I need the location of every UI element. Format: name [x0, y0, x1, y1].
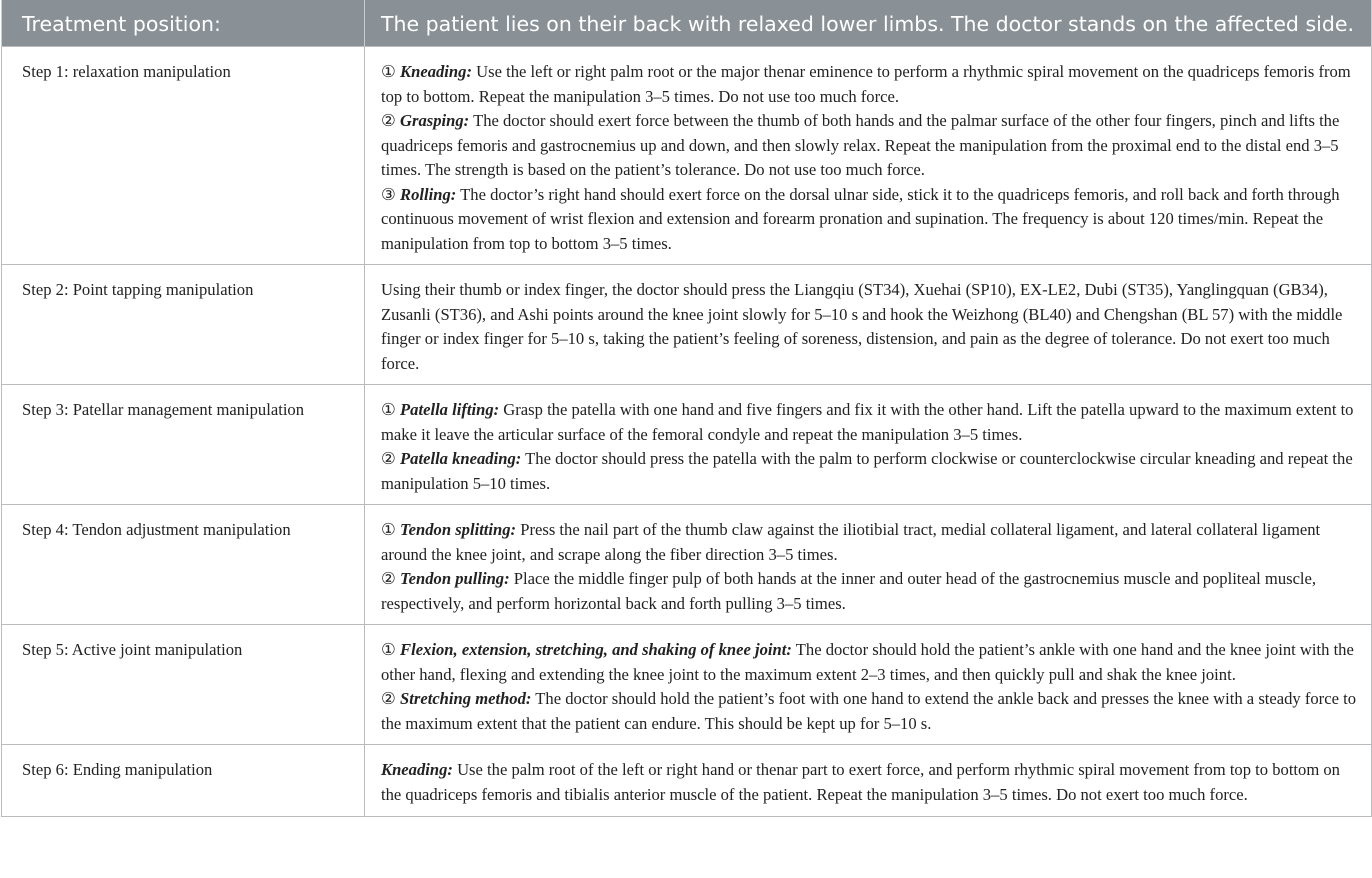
- instruction-text: Press the nail part of the thumb claw against the iliotibial tract, medial collateral ligament, and lateral collateral ligament around the knee joint, and scrape along the fiber direction 3–5 times.: [381, 520, 1321, 564]
- instruction-item: ① Flexion, extension, stretching, and shaking of knee joint: The doctor should hold the patient’s ankle with one hand and the knee joint with the other hand, flexing and extending the knee joint to the maximum extent 2–3 times, and then quickly pull and shak the knee joint.: [381, 640, 1354, 684]
- instruction-label: Tendon splitting:: [400, 520, 517, 539]
- instruction-label: Tendon pulling:: [400, 569, 510, 588]
- instruction-label: Patella lifting:: [400, 400, 500, 419]
- instruction-text: The doctor should press the patella with the palm to perform clockwise or counterclockwise circular kneading and repeat the manipulation 5–10 times.: [381, 449, 1353, 493]
- instruction-text: The doctor should hold the patient’s foot with one hand to extend the ankle back and presses the knee with a steady force to the maximum extent that the patient can endure. This should be kept up for 5–10 s.: [381, 689, 1356, 733]
- step-description: [365, 745, 1372, 817]
- instruction-item: ① Kneading: Use the left or right palm root or the major thenar eminence to perform a rhythmic spiral movement on the quadriceps femoris from top to bottom. Repeat the manipulation 3–5 times. Do not use too much force.: [381, 62, 1351, 106]
- step-description: [365, 505, 1372, 625]
- instruction-item: ② Tendon pulling: Place the middle finger pulp of both hands at the inner and outer head of the gastrocnemius muscle and popliteal muscle, respectively, and perform horizontal back and forth pulling 3–5 times.: [381, 569, 1317, 613]
- treatment-table: [1, 0, 1372, 817]
- step-label: Step 3: Patellar management manipulation: [2, 385, 365, 505]
- instruction-label: Flexion, extension, stretching, and shaking of knee joint:: [400, 640, 792, 659]
- header-position-description: The patient lies on their back with relaxed lower limbs. The doctor stands on the affected side.: [365, 0, 1372, 47]
- step-label: Step 2: Point tapping manipulation: [2, 265, 365, 385]
- instruction-text: The doctor should exert force between the thumb of both hands and the palmar surface of the other four fingers, pinch and lifts the quadriceps femoris and gastrocnemius up and down, and then slowly relax. Repeat the manipulation from the proximal end to the distal end 3–5 times. The strength is based on the patient’s tolerance. Do not use too much force.: [381, 111, 1340, 179]
- table-row: [2, 265, 1372, 385]
- table-row: [2, 505, 1372, 625]
- step-description: [365, 47, 1372, 265]
- header-treatment-position: Treatment position:: [2, 0, 365, 47]
- table-row: [2, 625, 1372, 745]
- instruction-label: Kneading:: [400, 62, 472, 81]
- instruction-label: Patella kneading:: [400, 449, 522, 468]
- instruction-text: Use the left or right palm root or the major thenar eminence to perform a rhythmic spiral movement on the quadriceps femoris from top to bottom. Repeat the manipulation 3–5 times. Do not use too much force.: [381, 62, 1351, 106]
- instruction-text: The doctor should hold the patient’s ankle with one hand and the knee joint with the other hand, flexing and extending the knee joint to the maximum extent 2–3 times, and then quickly pull and shak the knee joint.: [381, 640, 1354, 684]
- instruction-item: ② Grasping: The doctor should exert force between the thumb of both hands and the palmar surface of the other four fingers, pinch and lifts the quadriceps femoris and gastrocnemius up and down, and then slowly relax. Repeat the manipulation from the proximal end to the distal end 3–5 times. The strength is based on the patient’s tolerance. Do not use too much force.: [381, 111, 1340, 179]
- instruction-item: ③ Rolling: The doctor’s right hand should exert force on the dorsal ulnar side, stick it to the quadriceps femoris, and roll back and forth through continuous movement of wrist flexion and extension and forearm pronation and supination. The frequency is about 120 times/min. Repeat the manipulation from top to bottom 3–5 times.: [381, 184, 1340, 253]
- step-label: Step 6: Ending manipulation: [2, 745, 365, 817]
- instruction-item: ① Patella lifting: Grasp the patella with one hand and five fingers and fix it with the other hand. Lift the patella upward to the maximum extent to make it leave the articular surface of the femoral condyle and repeat the manipulation 3–5 times.: [381, 400, 1354, 444]
- instruction-text: Place the middle finger pulp of both hands at the inner and outer head of the gastrocnemius muscle and popliteal muscle, respectively, and perform horizontal back and forth pulling 3–5 times.: [381, 569, 1317, 613]
- instruction-label: Rolling:: [400, 184, 457, 204]
- instruction-label: Stretching method:: [400, 689, 532, 708]
- instruction-item: [381, 758, 1361, 807]
- step-description: [365, 385, 1372, 505]
- step-description: Using their thumb or index finger, the doctor should press the Liangqiu (ST34), Xuehai (SP10), EX-LE2, Dubi (ST35), Yanglingquan (GB34), Zusanli (ST36), and Ashi points around the knee joint slowly for 5–10 s and hook the Weizhong (BL40) and Chengshan (BL 57) with the middle finger or index finger for 5–10 s, taking the patient’s feeling of soreness, distension, and pain as the degree of tolerance. Do not exert too much force.: [365, 265, 1372, 385]
- instruction-text: The doctor’s right hand should exert force on the dorsal ulnar side, stick it to the quadriceps femoris, and roll back and forth through continuous movement of wrist flexion and extension and forearm pronation and supination. The frequency is about 120 times/min. Repeat the manipulation from top to bottom 3–5 times.: [381, 184, 1340, 253]
- table-row: [2, 47, 1372, 265]
- step-label: Step 1: relaxation manipulation: [2, 47, 365, 265]
- instruction-text: Use the palm root of the left or right hand or thenar part to exert force, and perform rhythmic spiral movement from top to bottom on the quadriceps femoris and tibialis anterior muscle of the patient. Repeat the manipulation 3–5 times. Do not exert too much force.: [381, 760, 1340, 804]
- instruction-item: ① Tendon splitting: Press the nail part of the thumb claw against the iliotibial tract, medial collateral ligament, and lateral collateral ligament around the knee joint, and scrape along the fiber direction 3–5 times.: [381, 520, 1321, 564]
- instruction-item: ② Stretching method: The doctor should hold the patient’s foot with one hand to extend the ankle back and presses the knee with a steady force to the maximum extent that the patient can endure. This should be kept up for 5–10 s.: [381, 689, 1356, 733]
- instruction-item: ② Patella kneading: The doctor should press the patella with the palm to perform clockwise or counterclockwise circular kneading and repeat the manipulation 5–10 times.: [381, 449, 1353, 493]
- step-label: Step 5: Active joint manipulation: [2, 625, 365, 745]
- header-row: [2, 0, 1372, 47]
- step-description: [365, 625, 1372, 745]
- instruction-label: Grasping:: [400, 111, 470, 130]
- instruction-label: Kneading:: [381, 760, 453, 779]
- step-label: Step 4: Tendon adjustment manipulation: [2, 505, 365, 625]
- instruction-text: Grasp the patella with one hand and five fingers and fix it with the other hand. Lift the patella upward to the maximum extent to make it leave the articular surface of the femoral condyle and repeat the manipulation 3–5 times.: [381, 400, 1354, 444]
- table-row: [2, 385, 1372, 505]
- table-row: [2, 745, 1372, 817]
